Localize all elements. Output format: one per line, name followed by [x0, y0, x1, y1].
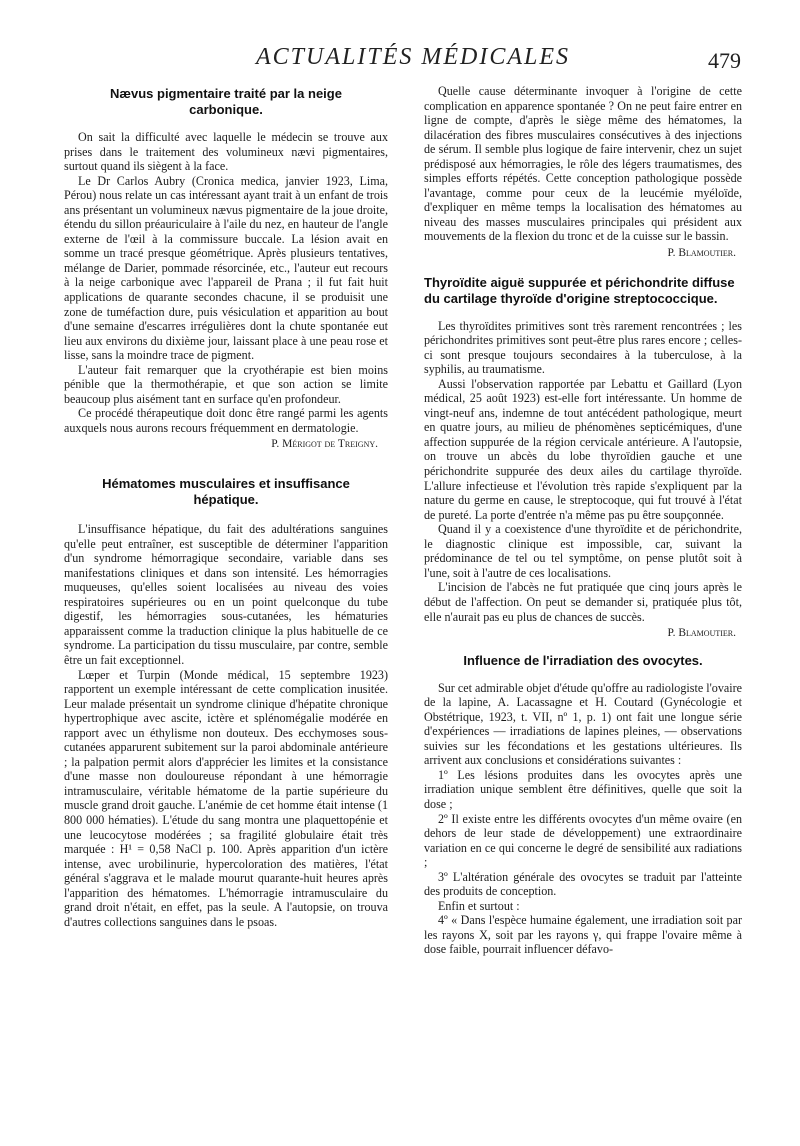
signature: P. Blamoutier.	[667, 627, 736, 640]
signature: P. Mérigot de Treigny.	[271, 438, 378, 451]
article-title-naevus: Nævus pigmentaire traité par la neige carbonique.	[110, 86, 342, 117]
paragraph: Quelle cause déterminante invoquer à l'origine de cette complication en apparence spontanée ? On ne peut faire entrer en ligne de compte, d'après le siège même des hématomes, la dilacération des fibres musculaires consécutives à des injections de sérum. Il semble plus logique de faire intervenir, chez un sujet prédisposé aux hémorragies, le rôle des légers traumatismes, des simples efforts répétés. Cette conception pathologique possède l'avantage, comme pour ceux de la leucémie myéloïde, d'expliquer en même temps la localisation des hématomes au niveau des masses musculaires principales qui président aux mouvements de la flexion du tronc et de la cuisse sur le bassin.	[424, 84, 742, 244]
paragraph: On sait la difficulté avec laquelle le médecin se trouve aux prises dans le traitement des volumineux nævi pigmentaires, surtout quand ils siègent à la face.	[64, 130, 388, 174]
paragraph: Ce procédé thérapeutique doit donc être rangé parmi les agents auxquels nous aurons recours fréquemment en dermatologie.	[64, 406, 388, 435]
paragraph: Lœper et Turpin (Monde médical, 15 septembre 1923) rapportent un exemple intéressant de cette complication inusitée. Leur malade présentait un syndrome clinique d'hépatite chronique hypertrophique avec ascite, ictère et splénomégalie modérée en rapport avec un éthylisme non douteux. Des ecchymoses sous-cutanées apparurent subitement sur la paroi abdominale antérieure ; la palpation permit alors d'apprécier les limites et la consistance d'une masse non douloureuse répondant à une hémorragie intramusculaire, véritable hématome de la partie supérieure du muscle grand droit gauche. L'anémie de cet homme était intense (1 800 000 hématies). L'étude du sang montra une plaquettopénie et une leucocytose modérées ; sa fragilité globulaire était très marquée : H¹ = 0,58 NaCl p. 100. Après apparition d'un ictère intense, avec urobilinurie, hypercoloration des matières, l'état général s'aggrava et le malade mourut quarante-huit heures après l'apparition des hématomes. L'hémorragie intramusculaire du grand droit n'était, en effet, pas la seule. A l'autopsie, on trouva d'autres collections sanguines dans le psoas.	[64, 667, 388, 929]
paragraph: L'auteur fait remarquer que la cryothérapie est bien moins pénible que la thermothérapie, et que son action se limite beaucoup plus aisément tant en surface qu'en profondeur.	[64, 362, 388, 406]
paragraph: 2º Il existe entre les différents ovocytes d'un même ovaire (en dehors de leur stade de développement) une extraordinaire variation en ce qui concerne le degré de sensibilité aux radiations ;	[424, 811, 742, 870]
paragraph: 1º Les lésions produites dans les ovocytes après une irradiation unique semblent être définitives, quelle que soit la dose ;	[424, 767, 742, 811]
signature: P. Blamoutier.	[667, 247, 736, 260]
paragraph: Enfin et surtout :	[438, 898, 520, 913]
page-number: 479	[708, 48, 741, 73]
article-title-hematomes: Hématomes musculaires et insuffisance hépatique.	[102, 476, 350, 508]
article-title-thyroidite: Thyroïdite aiguë suppurée et périchondrite diffuse du cartilage thyroïde d'origine streptococcique.	[424, 274, 735, 306]
article-title-irradiation: Influence de l'irradiation des ovocytes.	[463, 652, 703, 668]
paragraph: Sur cet admirable objet d'étude qu'offre au radiologiste l'ovaire de la lapine, A. Lacassagne et H. Coutard (Gynécologie et Obstétrique, 1923, t. VII, nº 1, p. 1) ont fait une longue série d'expériences — irradiations de lapines pleines, — observations suivies sur les fécondations et les gestations ultérieures. Ils arrivent aux conclusions et considérations suivantes :	[424, 680, 742, 768]
paragraph: 4º « Dans l'espèce humaine également, une irradiation soit par les rayons X, soit par les rayons γ, qui frappe l'ovaire même à dose faible, pourrait influencer défavo-	[424, 913, 742, 957]
paragraph: L'incision de l'abcès ne fut pratiquée que cinq jours après le début de l'affection. On peut se demander si, pratiquée plus tôt, elle n'aurait pas eu plus de chances de succès.	[424, 580, 742, 624]
paragraph: L'insuffisance hépatique, du fait des adultérations sanguines qu'elle peut entraîner, est susceptible de déterminer l'apparition d'un syndrome hémorragique secondaire, variable dans ses manifestations cliniques et dans son intensité. Les hémorragies muqueuses, qu'elles soient localisées au niveau des voies respiratoires supérieures ou en un point quelconque du tube digestif, les hémorragies sous-cutanées, les hématuries apparaissent comme la traduction clinique la plus habituelle de ce syndrome. La participation du tissu musculaire, par contre, semble être un fait exceptionnel.	[64, 522, 388, 667]
paragraph: Quand il y a coexistence d'une thyroïdite et de périchondrite, le diagnostic clinique est impossible, car, suivant la prédominance de tel ou tel symptôme, on pense plutôt soit à l'une, soit à l'autre de ces localisations.	[424, 522, 742, 580]
paragraph: Aussi l'observation rapportée par Lebattu et Gaillard (Lyon médical, 25 août 1923) est-elle fort intéressante. Un homme de vingt-neuf ans, indemne de tout antécédent pathologique, meurt en quatre jours, au milieu de phénomènes septicémiques, d'une affection suppurée de la région cervicale antérieure. A l'autopsie, on trouve un abcès du lobe thyroïdien gauche et une périchondrite suppurée des deux ailes du cartilage thyroïde. L'allure infectieuse et l'évolution très rapide s'expliquent par la nature du germe en cause, le streptocoque, qui fut trouvé à l'état de pureté. La porte d'entrée n'a même pas pu être soupçonnée.	[424, 376, 742, 522]
left-column	[64, 84, 388, 929]
paragraph: 3º L'altération générale des ovocytes se traduit par l'atteinte des produits de conception.	[424, 869, 742, 899]
paragraph: Les thyroïdites primitives sont très rarement rencontrées ; les périchondrites primitives sont peut-être plus rares encore ; celles-ci sont presque toujours secondaires à la tuberculose, à la syphilis, au traumatisme.	[424, 318, 742, 377]
right-column	[424, 84, 742, 957]
running-head	[0, 40, 800, 80]
running-title: ACTUALITÉS MÉDICALES	[256, 44, 571, 70]
paragraph: Le Dr Carlos Aubry (Cronica medica, janvier 1923, Lima, Pérou) nous relate un cas intéressant ayant trait à un enfant de trois ans présentant un volumineux nævus pigmentaire de la joue droite, étendu du sillon préauriculaire à l'aile du nez, en hauteur de l'angle externe de l'œil à la commissure buccale. La lésion avait en somme un tracé presque géométrique. Après plusieurs tentatives, mélange de Darier, pommade résorcinée, etc., l'auteur eut recours à la neige carbonique avec l'appareil de Prana ; il fut fait huit applications de quarante secondes chacune, il se produisit une zone de tuméfaction dure, puis vésiculation et apparition au bout d'une semaine d'escarres irrégulières dont la chute spontanée eut lieu aux environs du dixième jour, laissant place à une peau rose et lisse, sans la moindre trace de pigment.	[64, 173, 388, 363]
